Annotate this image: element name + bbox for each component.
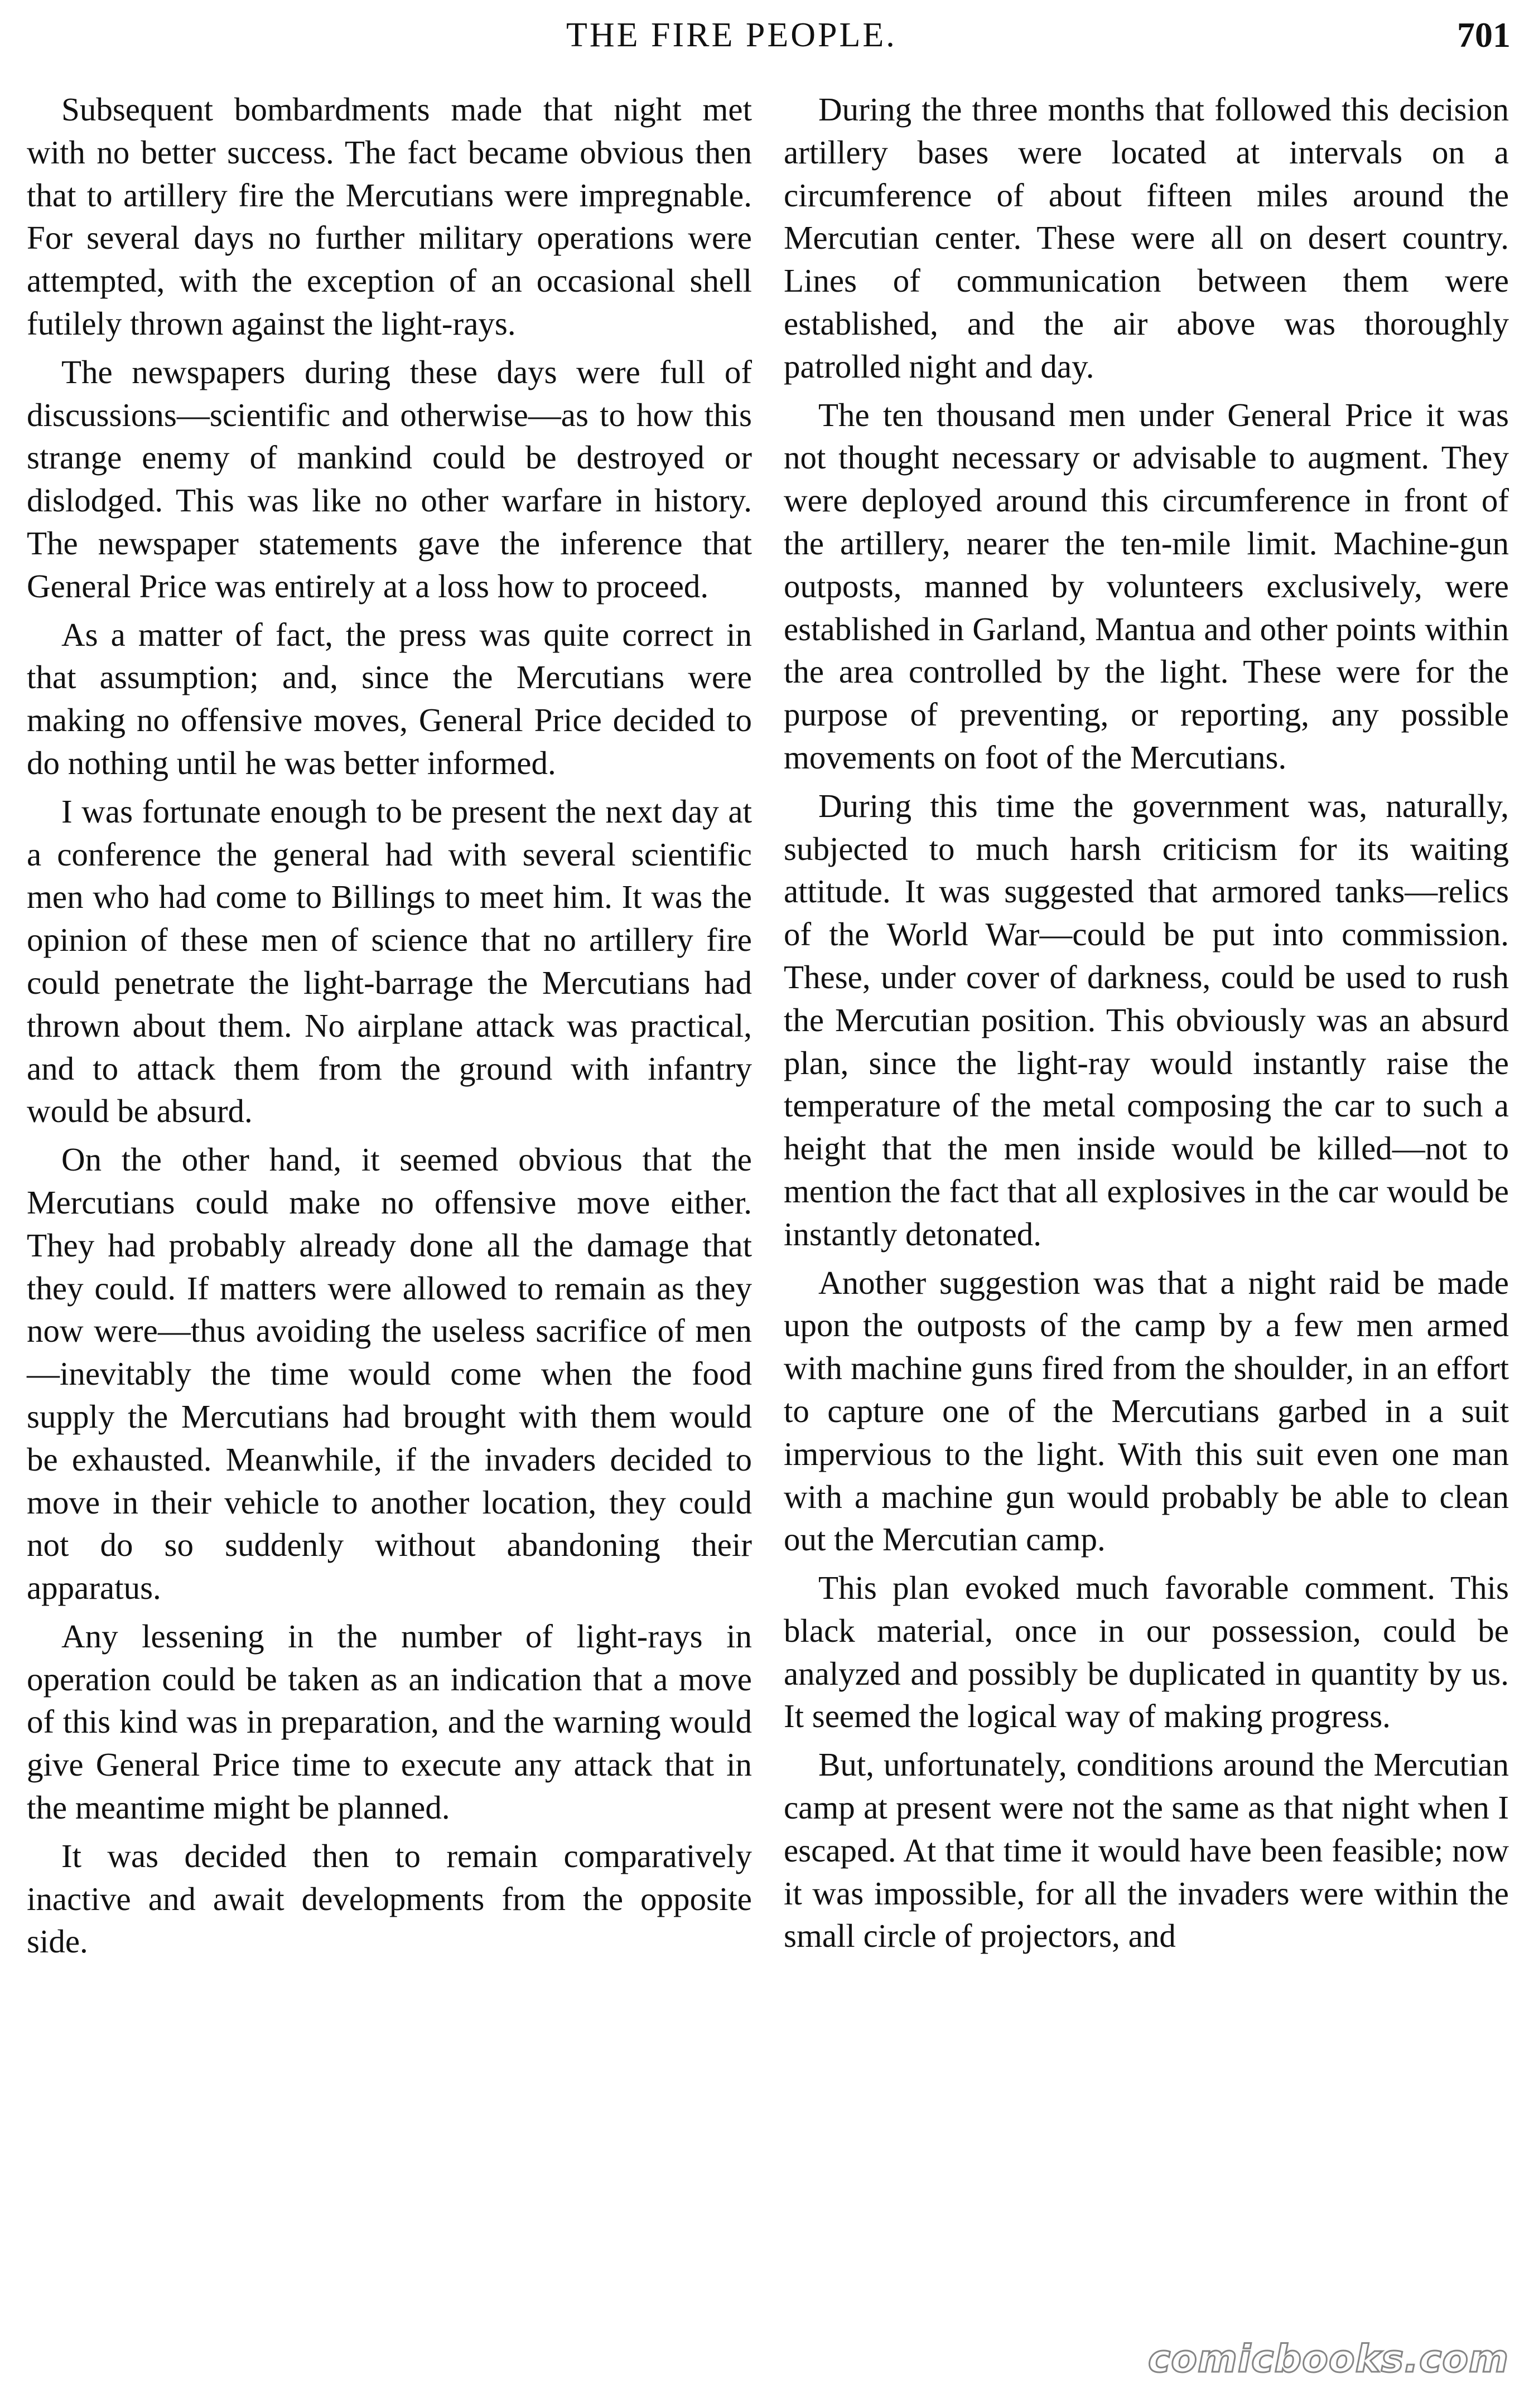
paragraph: It was decided then to remain comparatively inactive and await developments from the opposite side. — [27, 1837, 752, 1960]
paragraph: The newspapers during these days were full of discussions—scientific and otherwise—as to how this strange enemy of mankind could be destroyed or dislodged. This was like no other warfare in history. The newspaper statements gave the inference that General Price was entirely at a loss how to proceed. — [27, 353, 752, 605]
paragraph: On the other hand, it seemed obvious that the Mercutians could make no offensive move either. They had probably already done all the damage that they could. If matters were allowed to remain as they now were—thus avoiding the useless sacrifice of men—inevitably the time would come when the food supply the Mercutians had brought with them would be exhausted. Meanwhile, if the invaders decided to move in their vehicle to another location, they could not do so suddenly without abandoning their apparatus. — [27, 1141, 752, 1607]
paragraph: As a matter of fact, the press was quite correct in that assumption; and, since the Mercutians were making no offensive moves, General Price decided to do nothing until he was better informed. — [27, 616, 752, 781]
running-header — [0, 10, 1534, 60]
paragraph: This plan evoked much favorable comment. This black material, once in our possession, could be analyzed and possibly be duplicated in quantity by us. It seemed the logical way of making progress. — [784, 1569, 1509, 1735]
paragraph: But, unfortunately, conditions around the Mercutian camp at present were not the same as that night when I escaped. At that time it would have been feasible; now it was impossible, for all the invaders were within the small circle of projectors, and — [784, 1746, 1509, 1955]
paragraph: During the three months that followed this decision artillery bases were located at intervals on a circumference of about fifteen miles around the Mercutian center. These were all on desert country. Lines of communication between them were established, and the air above was thoroughly patrolled night and day. — [784, 91, 1509, 385]
left-column — [27, 88, 752, 1969]
paragraph: The ten thousand men under General Price it was not thought necessary or advisable to augment. They were deployed around this circumference in front of the artillery, nearer the ten-mile limit. Machine-gun outposts, manned by volunteers exclusively, were established in Garland, Mantua and other points within the area controlled by the light. These were for the purpose of preventing, or reporting, any possible movements on foot of the Mercutians. — [784, 396, 1509, 776]
right-column — [784, 88, 1509, 1963]
paragraph: During this time the government was, naturally, subjected to much harsh criticism for its waiting attitude. It was suggested that armored tanks—relics of the World War—could be put into commission. These, under cover of darkness, could be used to rush the Mercutian position. This obviously was an absurd plan, since the light-ray would instantly raise the temperature of the metal composing the car to such a height that the men inside would be killed—not to mention the fact that all explosives in the car would be instantly detonated. — [784, 787, 1509, 1253]
paragraph: Subsequent bombardments made that night met with no better success. The fact became obvious then that to artillery fire the Mercutians were impregnable. For several days no further military operations were attempted, with the exception of an occasional shell futilely thrown against the light-rays. — [27, 91, 752, 342]
watermark: comicbooks.com — [1147, 2337, 1509, 2381]
paragraph: Any lessening in the number of light-rays in operation could be taken as an indication that a move of this kind was in preparation, and the warning would give General Price time to execute any attack that in the meantime might be planned. — [27, 1617, 752, 1826]
running-title: THE FIRE PEOPLE. — [566, 16, 897, 54]
page-number: 701 — [1457, 15, 1511, 55]
paragraph: I was fortunate enough to be present the next day at a conference the general had with several scientific men who had come to Billings to meet him. It was the opinion of these men of science that no artillery fire could penetrate the light-barrage the Mercutians had thrown about them. No airplane attack was practical, and to attack them from the ground with infantry would be absurd. — [27, 792, 752, 1130]
paragraph: Another suggestion was that a night raid be made upon the outposts of the camp by a few men armed with machine guns fired from the shoulder, in an effort to capture one of the Mercutians garbed in a suit impervious to the light. With this suit even one man with a machine gun would probably be able to clean out the Mercutian camp. — [784, 1264, 1509, 1558]
